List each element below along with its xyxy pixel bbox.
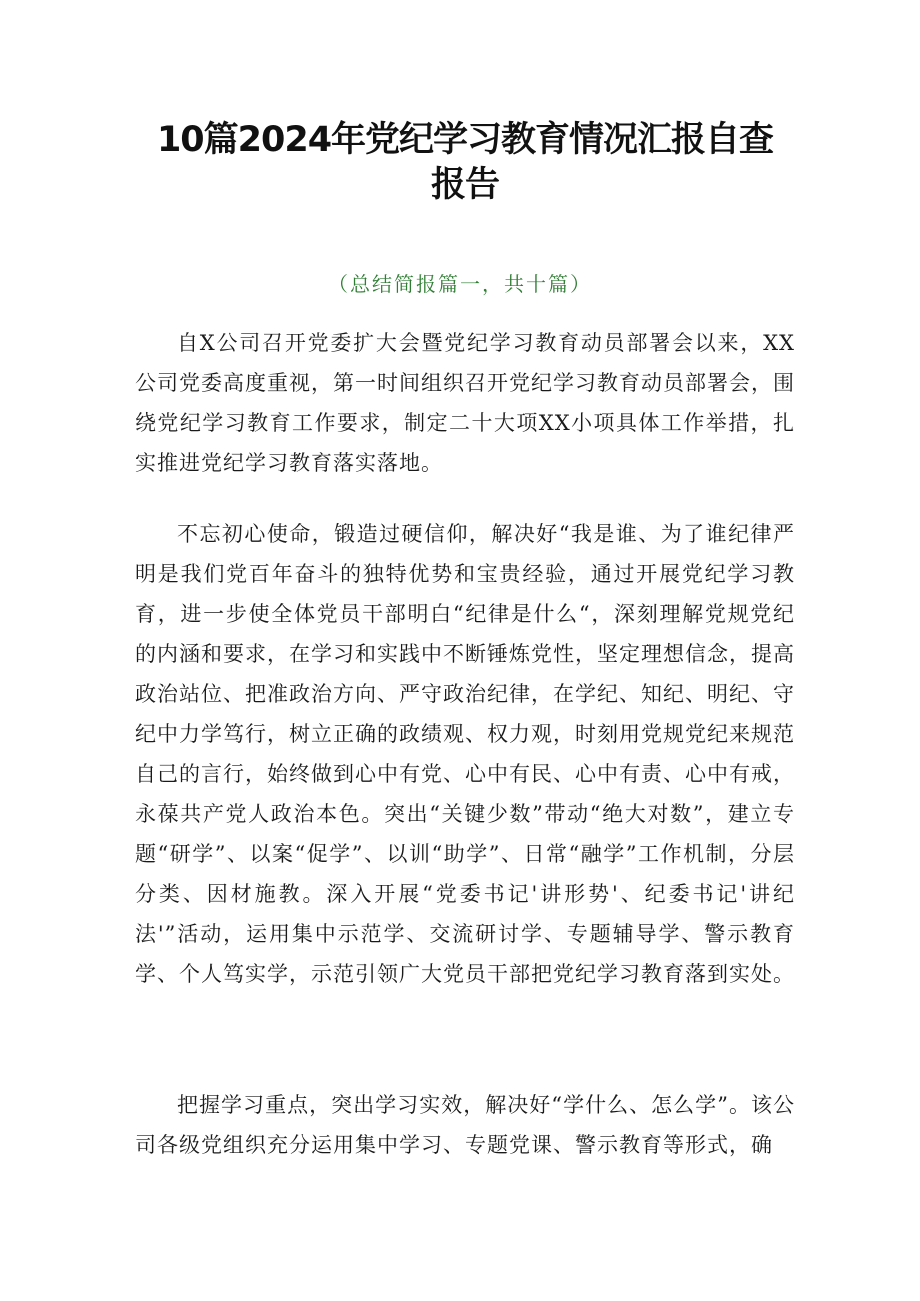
paragraph-3: 把握学习重点，突出学习实效，解决好“学什么、怎么学”。该公司各级党组织充分运用集中学习、专题党课、警示教育等形式，确 xyxy=(135,1093,795,1157)
document-title: 10篇2024年党纪学习教育情况汇报自查报告 xyxy=(156,120,774,205)
paragraph-1: 自X公司召开党委扩大会暨党纪学习教育动员部署会以来，XX公司党委高度重视，第一时间组织召开党纪学习教育动员部署会，围绕党纪学习教育工作要求，制定二十大项XX小项具体工作举措，扎实推进党纪学习教育落实落地。 xyxy=(135,331,795,475)
document-subtitle: （总结简报篇一，共十篇） xyxy=(328,272,592,296)
paragraph-2: 不忘初心使命，锻造过硬信仰，解决好“我是谁、为了谁纪律严明是我们党百年奋斗的独特优势和宝贵经验，通过开展党纪学习教育，进一步使全体党员干部明白“纪律是什么“，深刻理解党规党纪的内涵和要求，在学习和实践中不断锤炼党性，坚定理想信念，提高政治站位、把准政治方向、严守政治纪律，在学纪、知纪、明纪、守纪中力学笃行，树立正确的政绩观、权力观，时刻用党规党纪来规范自己的言行，始终做到心中有党、心中有民、心中有责、心中有戒，永葆共产党人政治本色。突出“关键少数”带动“绝大对数”，建立专题“研学”、以案“促学”、以训“助学”、日常“融学”工作机制，分层分类、因材施教。深入开展“党委书记'讲形势'、纪委书记'讲纪法'”活动，运用集中示范学、交流研讨学、专题辅导学、警示教育学、个人笃实学，示范引领广大党员干部把党纪学习教育落到实处。 xyxy=(135,522,795,986)
